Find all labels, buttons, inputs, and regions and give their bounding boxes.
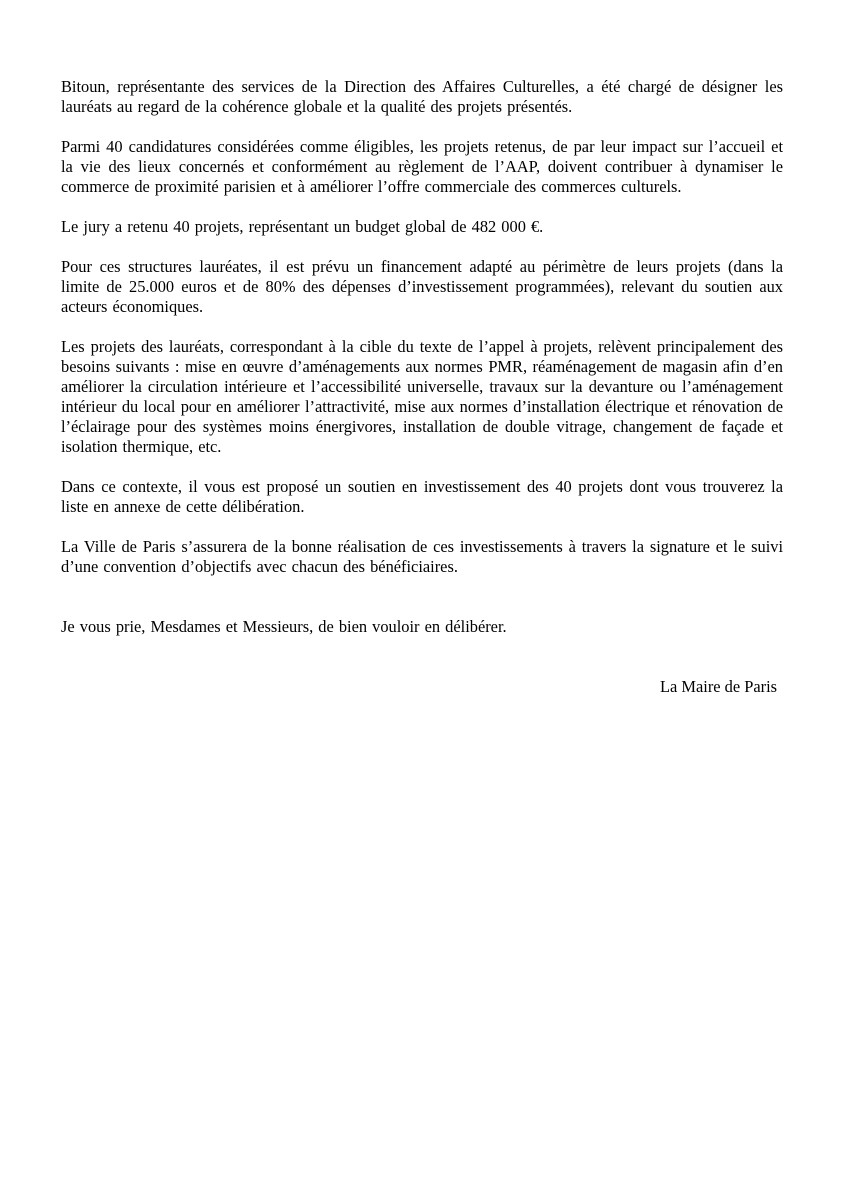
- paragraph-financing: Pour ces structures lauréates, il est prévu un financement adapté au périmètre de leurs projets (dans la limite de 25.000 euros et de 80% des dépenses d’investissement programmées), relevant du soutien aux acteurs économiques.: [61, 257, 783, 316]
- closing-formula: Je vous prie, Mesdames et Messieurs, de bien vouloir en délibérer.: [61, 617, 507, 636]
- paragraph-eligible-candidates: Parmi 40 candidatures considérées comme éligibles, les projets retenus, de par leur impact sur l’accueil et la vie des lieux concernés et conformément au règlement de l’AAP, doivent contribuer à dynamiser le commerce de proximité parisien et à améliorer l’offre commerciale des commerces culturels.: [61, 137, 783, 196]
- paragraph-convention: La Ville de Paris s’assurera de la bonne réalisation de ces investissements à travers la signature et le suivi d’une convention d’objectifs avec chacun des bénéficiaires.: [61, 537, 783, 576]
- paragraph-jury-selection: Le jury a retenu 40 projets, représentant un budget global de 482 000 €.: [61, 217, 544, 236]
- document-body: [61, 77, 783, 697]
- paragraph-jury-designation: Bitoun, représentante des services de la Direction des Affaires Culturelles, a été chargé de désigner les lauréats au regard de la cohérence globale et la qualité des projets présentés.: [61, 77, 783, 116]
- paragraph-project-needs: Les projets des lauréats, correspondant à la cible du texte de l’appel à projets, relèvent principalement des besoins suivants : mise en œuvre d’aménagements aux normes PMR, réaménagement de magasin afin d’en améliorer la circulation intérieure et l’accessibilité universelle, travaux sur la devanture ou l’aménagement intérieur du local pour en améliorer l’attractivité, mise aux normes d’installation électrique et rénovation de l’éclairage pour des systèmes moins énergivores, installation de double vitrage, changement de façade et isolation thermique, etc.: [61, 337, 783, 456]
- paragraph-proposal: Dans ce contexte, il vous est proposé un soutien en investissement des 40 projets dont vous trouverez la liste en annexe de cette délibération.: [61, 477, 783, 516]
- signature: La Maire de Paris: [660, 677, 777, 696]
